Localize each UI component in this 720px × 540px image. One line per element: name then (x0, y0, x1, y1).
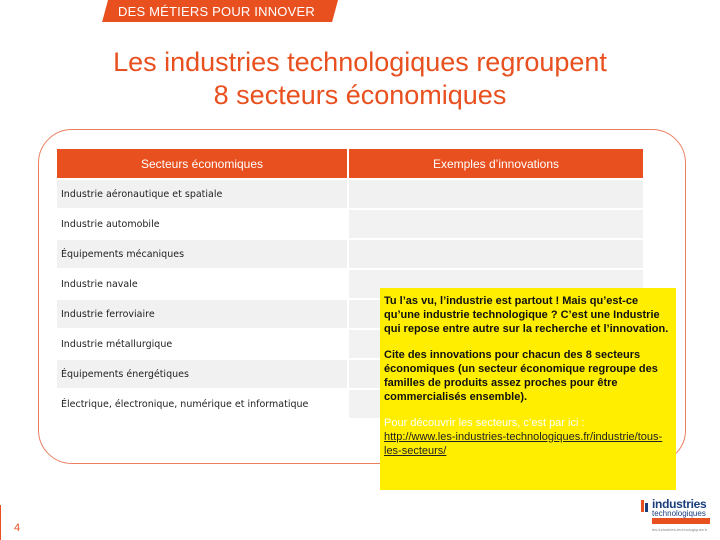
logo-line-1: industries (652, 497, 707, 511)
title-line-1: Les industries technologiques regroupent (113, 47, 607, 77)
sectors-link[interactable]: http://www.les-industries-technologiques.fr/industrie/tous-les-secteurs/ (384, 431, 663, 457)
sector-cell: Industrie automobile (57, 210, 347, 238)
sector-cell: Équipements énergétiques (57, 360, 347, 388)
sector-cell: Électrique, électronique, numérique et informatique (57, 390, 347, 418)
logo-bar (652, 518, 710, 524)
header-sectors: Secteurs économiques (57, 149, 347, 178)
page-title (0, 46, 720, 112)
logo-url: les-industries-technologiques.fr (652, 527, 708, 532)
sector-cell: Industrie métallurgique (57, 330, 347, 358)
page-marker-line (0, 505, 1, 540)
table-row (57, 240, 643, 268)
header-innovations: Exemples d’innovations (349, 149, 643, 178)
logo-line-2: technologiques (652, 509, 706, 518)
table-header-row (57, 149, 643, 178)
note-discover: Pour découvrir les secteurs, c’est par ici : (384, 417, 585, 429)
sector-cell: Industrie aéronautique et spatiale (57, 180, 347, 208)
industries-technologiques-logo (640, 493, 712, 537)
instruction-note (380, 288, 676, 490)
innovation-cell[interactable] (349, 240, 643, 268)
page-number: 4 (14, 522, 21, 534)
innovation-cell[interactable] (349, 210, 643, 238)
logo-mark-icon (640, 500, 650, 512)
sector-cell: Équipements mécaniques (57, 240, 347, 268)
innovation-cell[interactable] (349, 180, 643, 208)
title-line-2: 8 secteurs économiques (213, 80, 507, 110)
table-row (57, 180, 643, 208)
note-task: Cite des innovations pour chacun des 8 secteurs économiques (un secteur économique regroupe des familles de produits assez proches pour être commercialisés ensemble). (384, 349, 658, 403)
sector-cell: Industrie navale (57, 270, 347, 298)
table-row (57, 210, 643, 238)
sector-cell: Industrie ferroviaire (57, 300, 347, 328)
header-text: DES MÉTIERS POUR INNOVER (118, 4, 315, 19)
note-intro: Tu l’as vu, l’industrie est partout ! Mais qu’est-ce qu’une industrie technologique ? C’est une Industrie qui repose entre autre sur la recherche et l’innovation. (384, 295, 669, 335)
